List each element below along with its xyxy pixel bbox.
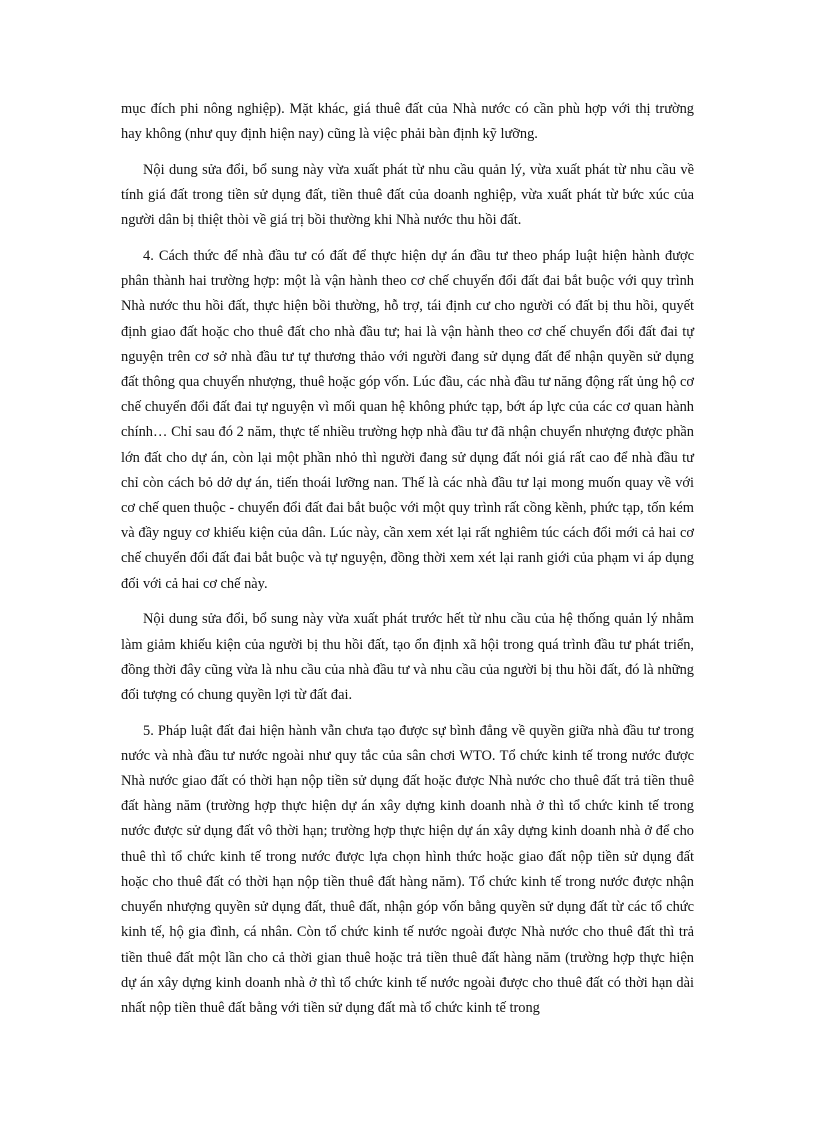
paragraph-item-4: 4. Cách thức để nhà đầu tư có đất để thực hiện dự án đầu tư theo pháp luật hiện hành được phân thành hai trường hợp: một là vận hành theo cơ chế chuyển đổi đất đai bắt buộc với quy trình Nhà nước thu hồi đất, thực hiện bồi thường, hỗ trợ, tái định cư cho người có đất bị thu hồi, quyết định giao đất hoặc cho thuê đất cho nhà đầu tư; hai là vận hành theo cơ chế chuyển đổi đất đai tự nguyện trên cơ sở nhà đầu tư tự thương thảo với người đang sử dụng đất để nhận quyền sử dụng đất thông qua chuyển nhượng, thuê hoặc góp vốn. Lúc đầu, các nhà đầu tư năng động rất ủng hộ cơ chế chuyển đổi đất đai tự nguyện vì mối quan hệ không phức tạp, bớt áp lực của các cơ quan hành chính… Chỉ sau đó 2 năm, thực tế nhiều trường hợp nhà đầu tư đã nhận chuyển nhượng được phần lớn đất cho dự án, còn lại một phần nhỏ thì người đang sử dụng đất nói giá rất cao để nhà đầu tư chỉ còn cách bỏ dở dự án, tiến thoái lưỡng nan. Thế là các nhà đầu tư lại mong muốn quay về với cơ chế quen thuộc - chuyển đổi đất đai bắt buộc với một quy trình rất cồng kềnh, phức tạp, tốn kém và đầy nguy cơ khiếu kiện của dân. Lúc này, cần xem xét lại rất nghiêm túc cách đổi mới cả hai cơ chế chuyển đổi đất đai bắt buộc và tự nguyện, đồng thời xem xét lại ranh giới của phạm vi áp dụng đối với cả hai cơ chế này. xyxy=(121,248,694,592)
document-body xyxy=(121,97,694,1032)
paragraph-item-5: 5. Pháp luật đất đai hiện hành vẫn chưa tạo được sự bình đẳng về quyền giữa nhà đầu tư trong nước và nhà đầu tư nước ngoài như quy tắc của sân chơi WTO. Tổ chức kinh tế trong nước được Nhà nước giao đất có thời hạn nộp tiền sử dụng đất hoặc được Nhà nước cho thuê đất trả tiền thuê đất hàng năm (trường hợp thực hiện dự án xây dựng kinh doanh nhà ở thì tổ chức kinh tế trong nước được sử dụng đất vô thời hạn; trường hợp thực hiện dự án xây dựng kinh doanh nhà ở để cho thuê thì tổ chức kinh tế trong nước được lựa chọn hình thức hoặc giao đất nộp tiền sử dụng đất hoặc cho thuê đất có thời hạn nộp tiền thuê đất hàng năm). Tổ chức kinh tế trong nước được nhận chuyển nhượng quyền sử dụng đất, thuê đất, nhận góp vốn bằng quyền sử dụng đất từ các tổ chức kinh tế, hộ gia đình, cá nhân. Còn tổ chức kinh tế nước ngoài được Nhà nước cho thuê đất thì trả tiền thuê đất một lần cho cả thời gian thuê hoặc trả tiền thuê đất hàng năm (trường hợp thực hiện dự án xây dựng kinh doanh nhà ở thì tổ chức kinh tế nước ngoài được cho thuê đất có thời hạn dài nhất nộp tiền thuê đất bằng với tiền sử dụng đất mà tổ chức kinh tế trong xyxy=(121,722,694,1016)
paragraph-amendment-rationale-2: Nội dung sửa đổi, bổ sung này vừa xuất phát trước hết từ nhu cầu của hệ thống quản lý nhằm làm giảm khiếu kiện của người bị thu hồi đất, tạo ổn định xã hội trong quá trình đầu tư phát triển, đồng thời đây cũng vừa là nhu cầu của nhà đầu tư và nhu cầu của người bị thu hồi đất, đó là những đối tượng có chung quyền lợi từ đất đai. xyxy=(121,611,694,703)
paragraph-amendment-rationale-1: Nội dung sửa đổi, bổ sung này vừa xuất phát từ nhu cầu quản lý, vừa xuất phát từ nhu cầu về tính giá đất trong tiền sử dụng đất, tiền thuê đất của doanh nghiệp, vừa xuất phát từ bức xúc của người dân bị thiệt thòi về giá trị bồi thường khi Nhà nước thu hồi đất. xyxy=(121,161,694,229)
paragraph-continuation: mục đích phi nông nghiệp). Mặt khác, giá thuê đất của Nhà nước có cần phù hợp với thị trường hay không (như quy định hiện nay) cũng là việc phải bàn định kỹ lưỡng. xyxy=(121,101,694,143)
